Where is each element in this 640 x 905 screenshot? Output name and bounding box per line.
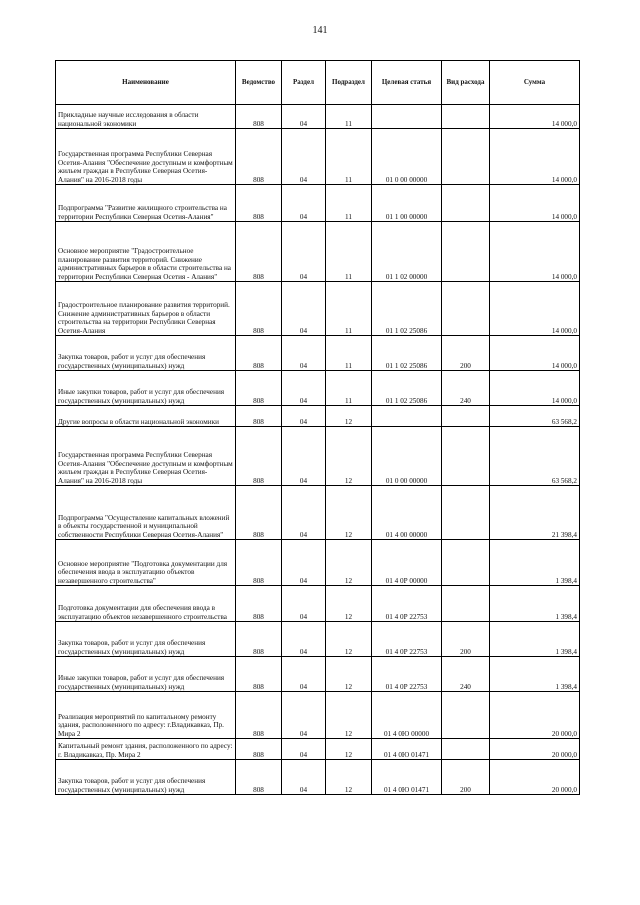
cell-sum: 1 398,4 <box>490 622 580 657</box>
header-department: Ведомство <box>236 61 282 105</box>
header-section: Раздел <box>282 61 326 105</box>
cell-section: 04 <box>282 185 326 222</box>
cell-target-article: 01 4 0Ю 01471 <box>372 739 442 760</box>
table-row <box>56 222 580 282</box>
cell-expense-type <box>442 105 490 129</box>
cell-name: Иные закупки товаров, работ и услуг для обеспечения государственных (муниципальных) нужд <box>56 657 236 692</box>
cell-target-article: 01 4 0Р 00000 <box>372 540 442 586</box>
cell-subsection: 11 <box>326 336 372 371</box>
cell-section: 04 <box>282 486 326 540</box>
table-row <box>56 586 580 622</box>
cell-target-article: 01 4 00 00000 <box>372 486 442 540</box>
cell-sum: 20 000,0 <box>490 692 580 739</box>
cell-expense-type <box>442 486 490 540</box>
cell-expense-type <box>442 222 490 282</box>
cell-section: 04 <box>282 657 326 692</box>
cell-section: 04 <box>282 129 326 185</box>
cell-target-article: 01 1 02 00000 <box>372 222 442 282</box>
cell-section: 04 <box>282 739 326 760</box>
cell-name: Градостроительное планирование развития территорий. Снижение административных барьеров в области строительства на территории Республики Северная Осетия-Алания <box>56 282 236 336</box>
cell-department: 808 <box>236 129 282 185</box>
cell-department: 808 <box>236 739 282 760</box>
cell-department: 808 <box>236 760 282 795</box>
cell-expense-type <box>442 586 490 622</box>
cell-department: 808 <box>236 540 282 586</box>
cell-sum: 14 000,0 <box>490 105 580 129</box>
cell-sum: 14 000,0 <box>490 282 580 336</box>
cell-name: Подготовка документации для обеспечения ввода в эксплуатацию объектов незавершенного строительства <box>56 586 236 622</box>
cell-section: 04 <box>282 586 326 622</box>
cell-expense-type <box>442 540 490 586</box>
table-body <box>56 105 580 795</box>
cell-subsection: 12 <box>326 739 372 760</box>
page-number: 141 <box>312 25 328 36</box>
header-sum: Сумма <box>490 61 580 105</box>
cell-section: 04 <box>282 336 326 371</box>
cell-section: 04 <box>282 406 326 427</box>
table-row <box>56 540 580 586</box>
cell-subsection: 12 <box>326 486 372 540</box>
cell-expense-type <box>442 129 490 185</box>
cell-department: 808 <box>236 622 282 657</box>
cell-target-article: 01 1 02 25086 <box>372 371 442 406</box>
cell-subsection: 11 <box>326 371 372 406</box>
cell-subsection: 12 <box>326 760 372 795</box>
table-row <box>56 486 580 540</box>
cell-section: 04 <box>282 282 326 336</box>
cell-name: Основное мероприятие "Подготовка документации для обеспечения ввода в эксплуатацию объектов незавершенного строительства" <box>56 540 236 586</box>
cell-section: 04 <box>282 427 326 486</box>
cell-name: Закупка товаров, работ и услуг для обеспечения государственных (муниципальных) нужд <box>56 622 236 657</box>
cell-sum: 20 000,0 <box>490 739 580 760</box>
table-row <box>56 336 580 371</box>
table-header-row <box>56 61 580 105</box>
cell-name: Подпрограмма "Развитие жилищного строительства на территории Республики Северная Осетия-Алания" <box>56 185 236 222</box>
cell-subsection: 11 <box>326 185 372 222</box>
cell-section: 04 <box>282 222 326 282</box>
cell-department: 808 <box>236 336 282 371</box>
cell-sum: 1 398,4 <box>490 586 580 622</box>
cell-department: 808 <box>236 105 282 129</box>
table-row <box>56 282 580 336</box>
cell-subsection: 11 <box>326 105 372 129</box>
cell-name: Закупка товаров, работ и услуг для обеспечения государственных (муниципальных) нужд <box>56 336 236 371</box>
cell-sum: 20 000,0 <box>490 760 580 795</box>
cell-department: 808 <box>236 371 282 406</box>
table-row <box>56 105 580 129</box>
cell-target-article: 01 1 02 25086 <box>372 336 442 371</box>
cell-subsection: 11 <box>326 129 372 185</box>
header-target-article: Целевая статья <box>372 61 442 105</box>
cell-target-article: 01 0 00 00000 <box>372 427 442 486</box>
cell-name: Закупка товаров, работ и услуг для обеспечения государственных (муниципальных) нужд <box>56 760 236 795</box>
cell-target-article <box>372 105 442 129</box>
cell-department: 808 <box>236 185 282 222</box>
cell-department: 808 <box>236 657 282 692</box>
table-row <box>56 760 580 795</box>
cell-department: 808 <box>236 222 282 282</box>
cell-sum: 1 398,4 <box>490 657 580 692</box>
cell-name: Основное мероприятие "Градостроительное планирование развития территорий. Снижение административных барьеров в области строительства на территории Республики Северная Осетия - Алания" <box>56 222 236 282</box>
cell-expense-type: 200 <box>442 760 490 795</box>
cell-section: 04 <box>282 692 326 739</box>
cell-name: Капитальный ремонт здания, расположенного по адресу: г. Владикавказ, Пр. Мира 2 <box>56 739 236 760</box>
cell-subsection: 12 <box>326 692 372 739</box>
cell-target-article: 01 4 0Ю 00000 <box>372 692 442 739</box>
cell-target-article: 01 4 0Р 22753 <box>372 622 442 657</box>
cell-department: 808 <box>236 427 282 486</box>
cell-expense-type: 200 <box>442 336 490 371</box>
cell-target-article <box>372 406 442 427</box>
cell-expense-type <box>442 739 490 760</box>
cell-name: Иные закупки товаров, работ и услуг для обеспечения государственных (муниципальных) нужд <box>56 371 236 406</box>
header-subsection: Подраздел <box>326 61 372 105</box>
table-row <box>56 427 580 486</box>
cell-subsection: 12 <box>326 586 372 622</box>
cell-subsection: 12 <box>326 406 372 427</box>
table-row <box>56 129 580 185</box>
cell-name: Реализация мероприятий по капитальному ремонту здания, расположенного по адресу: г.Владикавказ, Пр. Мира 2 <box>56 692 236 739</box>
cell-expense-type: 240 <box>442 371 490 406</box>
cell-department: 808 <box>236 406 282 427</box>
cell-target-article: 01 4 0Р 22753 <box>372 657 442 692</box>
table-row <box>56 406 580 427</box>
table-row <box>56 371 580 406</box>
cell-sum: 1 398,4 <box>490 540 580 586</box>
cell-expense-type: 240 <box>442 657 490 692</box>
table-row <box>56 622 580 657</box>
cell-department: 808 <box>236 282 282 336</box>
cell-subsection: 12 <box>326 540 372 586</box>
cell-department: 808 <box>236 486 282 540</box>
cell-subsection: 11 <box>326 222 372 282</box>
cell-expense-type: 200 <box>442 622 490 657</box>
cell-name: Государственная программа Республики Северная Осетия-Алания "Обеспечение доступным и комфортным жильем граждан в Республике Северная Осетия-Алания" на 2016-2018 годы <box>56 427 236 486</box>
cell-target-article: 01 4 0Р 22753 <box>372 586 442 622</box>
cell-section: 04 <box>282 105 326 129</box>
cell-department: 808 <box>236 586 282 622</box>
cell-sum: 14 000,0 <box>490 222 580 282</box>
cell-target-article: 01 1 02 25086 <box>372 282 442 336</box>
header-name: Наименование <box>56 61 236 105</box>
cell-department: 808 <box>236 692 282 739</box>
cell-sum: 63 568,2 <box>490 427 580 486</box>
cell-subsection: 12 <box>326 427 372 486</box>
cell-name: Подпрограмма "Осуществление капитальных вложений в объекты государственной и муниципальной собственности Республики Северная Осетия-Алания" <box>56 486 236 540</box>
cell-section: 04 <box>282 760 326 795</box>
cell-section: 04 <box>282 371 326 406</box>
cell-target-article: 01 4 0Ю 01471 <box>372 760 442 795</box>
cell-sum: 14 000,0 <box>490 336 580 371</box>
table-row <box>56 692 580 739</box>
cell-subsection: 12 <box>326 657 372 692</box>
cell-sum: 63 568,2 <box>490 406 580 427</box>
cell-expense-type <box>442 427 490 486</box>
table-row <box>56 657 580 692</box>
cell-subsection: 12 <box>326 622 372 657</box>
cell-expense-type <box>442 282 490 336</box>
cell-name: Государственная программа Республики Северная Осетия-Алания "Обеспечение доступным и комфортным жильем граждан в Республике Северная Осетия-Алания" на 2016-2018 годы <box>56 129 236 185</box>
cell-target-article: 01 0 00 00000 <box>372 129 442 185</box>
cell-name: Прикладные научные исследования в области национальной экономики <box>56 105 236 129</box>
cell-sum: 14 000,0 <box>490 371 580 406</box>
table-row <box>56 185 580 222</box>
cell-sum: 21 398,4 <box>490 486 580 540</box>
header-expense-type: Вид расхода <box>442 61 490 105</box>
cell-sum: 14 000,0 <box>490 129 580 185</box>
cell-expense-type <box>442 185 490 222</box>
cell-name: Другие вопросы в области национальной экономики <box>56 406 236 427</box>
cell-expense-type <box>442 692 490 739</box>
cell-target-article: 01 1 00 00000 <box>372 185 442 222</box>
cell-sum: 14 000,0 <box>490 185 580 222</box>
table-row <box>56 739 580 760</box>
cell-expense-type <box>442 406 490 427</box>
cell-subsection: 11 <box>326 282 372 336</box>
cell-section: 04 <box>282 622 326 657</box>
cell-section: 04 <box>282 540 326 586</box>
budget-table <box>55 60 580 795</box>
